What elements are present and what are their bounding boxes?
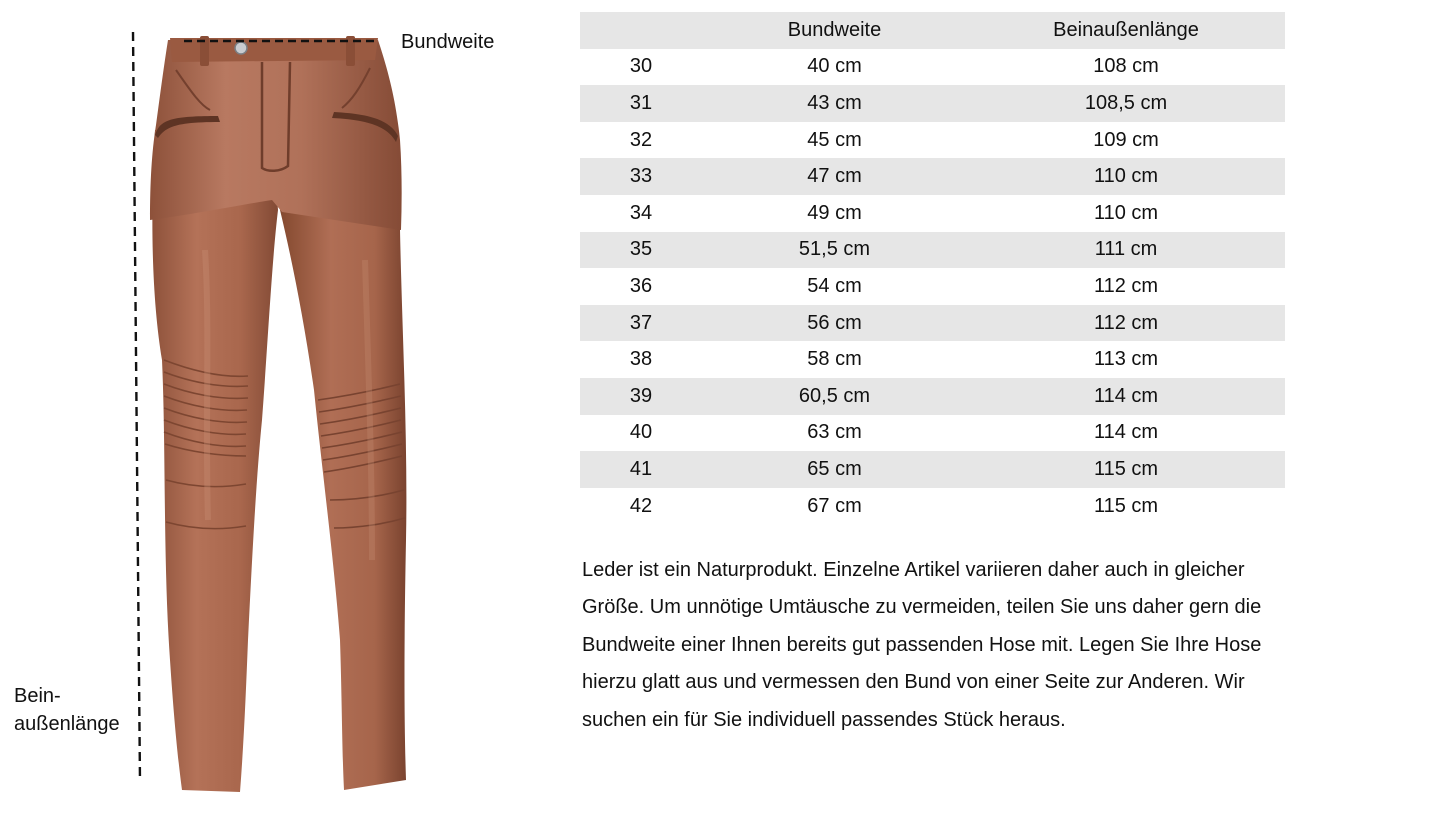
cell-leg-length: 115 cm <box>967 451 1285 488</box>
leather-care-note: Leder ist ein Naturprodukt. Einzelne Artikel variieren daher auch in gleicher Größe. Um unnötige Umtäusche zu vermeiden, teilen Sie uns daher gern die Bundweite einer Ihnen bereits gut passenden Hose mit. Legen Sie Ihre Hose hierzu glatt aus und vermessen den Bund von einer Seite zur Anderen. Wir suchen ein für Sie individuell passendes Stück heraus. <box>582 559 1262 731</box>
cell-size: 34 <box>629 201 653 224</box>
header-leg-length: Beinaußenlänge <box>967 12 1285 49</box>
leg-length-dashed-line <box>133 32 140 782</box>
table-row <box>580 49 1285 86</box>
cell-waist: 43 cm <box>702 85 967 122</box>
cell-size: 37 <box>580 305 702 342</box>
table-row <box>580 341 1285 378</box>
cell-size: 36 <box>629 274 653 297</box>
leg-length-label-line1: Bein- <box>14 685 61 707</box>
left-leg <box>152 130 278 792</box>
table-row <box>580 122 1285 159</box>
cell-size: 40 <box>629 421 653 444</box>
leg-length-label <box>14 682 120 738</box>
table-row <box>580 488 1285 525</box>
table-row <box>580 268 1285 305</box>
cell-size: 32 <box>629 128 653 151</box>
cell-size: 42 <box>629 494 653 517</box>
cell-leg-length: 114 cm <box>1093 421 1159 444</box>
size-table <box>580 12 1285 524</box>
cell-waist: 45 cm <box>807 128 862 151</box>
table-row <box>580 415 1285 452</box>
table-row <box>580 378 1285 415</box>
cell-leg-length: 111 cm <box>967 232 1285 269</box>
cell-leg-length: 115 cm <box>1093 494 1159 517</box>
cell-waist: 40 cm <box>807 55 862 78</box>
cell-leg-length: 110 cm <box>1093 201 1159 224</box>
table-row <box>580 451 1285 488</box>
cell-waist: 56 cm <box>702 305 967 342</box>
cell-leg-length: 110 cm <box>967 158 1285 195</box>
cell-leg-length: 112 cm <box>1093 274 1159 297</box>
leg-length-label-line2: außenlänge <box>14 713 120 735</box>
cell-size: 41 <box>580 451 702 488</box>
cell-leg-length: 112 cm <box>967 305 1285 342</box>
cell-leg-length: 114 cm <box>967 378 1285 415</box>
pants-figure <box>0 0 560 813</box>
table-header-row <box>580 12 1285 49</box>
table-row <box>580 232 1285 269</box>
cell-waist: 51,5 cm <box>702 232 967 269</box>
cell-waist: 54 cm <box>807 274 862 297</box>
cell-size: 38 <box>629 348 653 371</box>
hip-section <box>150 40 402 230</box>
cell-waist: 58 cm <box>807 348 862 371</box>
header-size <box>580 12 702 49</box>
cell-waist: 63 cm <box>807 421 862 444</box>
button-icon <box>235 42 247 54</box>
cell-leg-length: 108,5 cm <box>967 85 1285 122</box>
table-row <box>580 305 1285 342</box>
cell-leg-length: 113 cm <box>1093 348 1159 371</box>
cell-waist: 60,5 cm <box>702 378 967 415</box>
cell-waist: 47 cm <box>702 158 967 195</box>
cell-waist: 65 cm <box>702 451 967 488</box>
table-row <box>580 158 1285 195</box>
cell-size: 39 <box>580 378 702 415</box>
header-waist: Bundweite <box>702 12 967 49</box>
table-row <box>580 195 1285 232</box>
leg-highlight <box>205 250 208 520</box>
cell-size: 33 <box>580 158 702 195</box>
cell-leg-length: 109 cm <box>1093 128 1159 151</box>
cell-size: 31 <box>580 85 702 122</box>
cell-size: 35 <box>580 232 702 269</box>
table-row <box>580 85 1285 122</box>
cell-leg-length: 108 cm <box>1093 55 1159 78</box>
cell-waist: 67 cm <box>807 494 862 517</box>
cell-size: 30 <box>629 55 653 78</box>
cell-waist: 49 cm <box>807 201 862 224</box>
waist-label: Bundweite <box>401 31 495 53</box>
